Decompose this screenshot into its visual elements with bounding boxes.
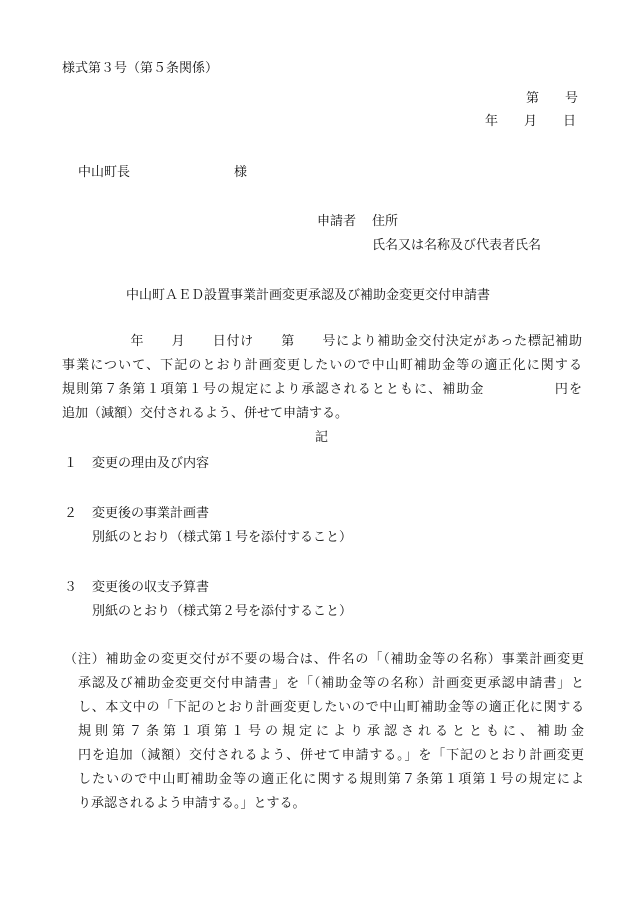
note-line: 円を追加（減額）交付されるよう、併せて申請する。」を「下記のとおり計画変更 bbox=[78, 748, 584, 763]
address-label: 住所 bbox=[372, 214, 399, 229]
body-line: 追加（減額）交付されるよう、併せて申請する。 bbox=[62, 406, 349, 421]
form-number: 様式第３号（第５条関係） bbox=[62, 61, 219, 76]
ki-heading: 記 bbox=[315, 430, 329, 445]
body-line: 規則第７条第１項第１号の規定により承認されるとともに、補助金 円を bbox=[62, 382, 582, 397]
note-line: し、本文中の「下記のとおり計画変更したいので中山町補助金等の適正化に関する bbox=[78, 700, 584, 715]
body-line: 年 月 日付け 第 号により補助金交付決定があった標記補助 bbox=[62, 334, 582, 349]
item-heading: 変更の理由及び内容 bbox=[92, 456, 210, 471]
note-line: （注）補助金の変更交付が不要の場合は、件名の「（補助金等の名称）事業計画変更 bbox=[64, 652, 584, 667]
item-detail: 別紙のとおり（様式第１号を添付すること） bbox=[92, 530, 353, 545]
document-number: 第 号 bbox=[526, 91, 579, 106]
item-number: ３ bbox=[64, 580, 78, 595]
item-number: １ bbox=[64, 456, 78, 471]
name-label: 氏名又は名称及び代表者氏名 bbox=[372, 238, 542, 253]
applicant-label: 申請者 bbox=[317, 214, 357, 229]
item-heading: 変更後の事業計画書 bbox=[92, 506, 210, 521]
item-number: ２ bbox=[64, 506, 78, 521]
item-detail: 別紙のとおり（様式第２号を添付すること） bbox=[92, 604, 353, 619]
document-title: 中山町ＡＥＤ設置事業計画変更承認及び補助金変更交付申請書 bbox=[126, 288, 491, 303]
note-line: 規則第７条第１項第１号の規定により承認されるとともに、補助金 bbox=[78, 724, 584, 739]
addressee: 中山町長 様 bbox=[78, 165, 248, 180]
body-line: 事業について、下記のとおり計画変更したいので中山町補助金等の適正化に関する bbox=[62, 358, 582, 373]
note-line: り承認されるよう申請する。」とする。 bbox=[78, 796, 306, 811]
item-heading: 変更後の収支予算書 bbox=[92, 580, 210, 595]
document-date: 年 月 日 bbox=[485, 114, 577, 129]
note-line: したいので中山町補助金等の適正化に関する規則第７条第１項第１号の規定によ bbox=[78, 772, 584, 787]
note-line: 承認及び補助金変更交付申請書」を「（補助金等の名称）計画変更承認申請書」と bbox=[78, 676, 584, 691]
